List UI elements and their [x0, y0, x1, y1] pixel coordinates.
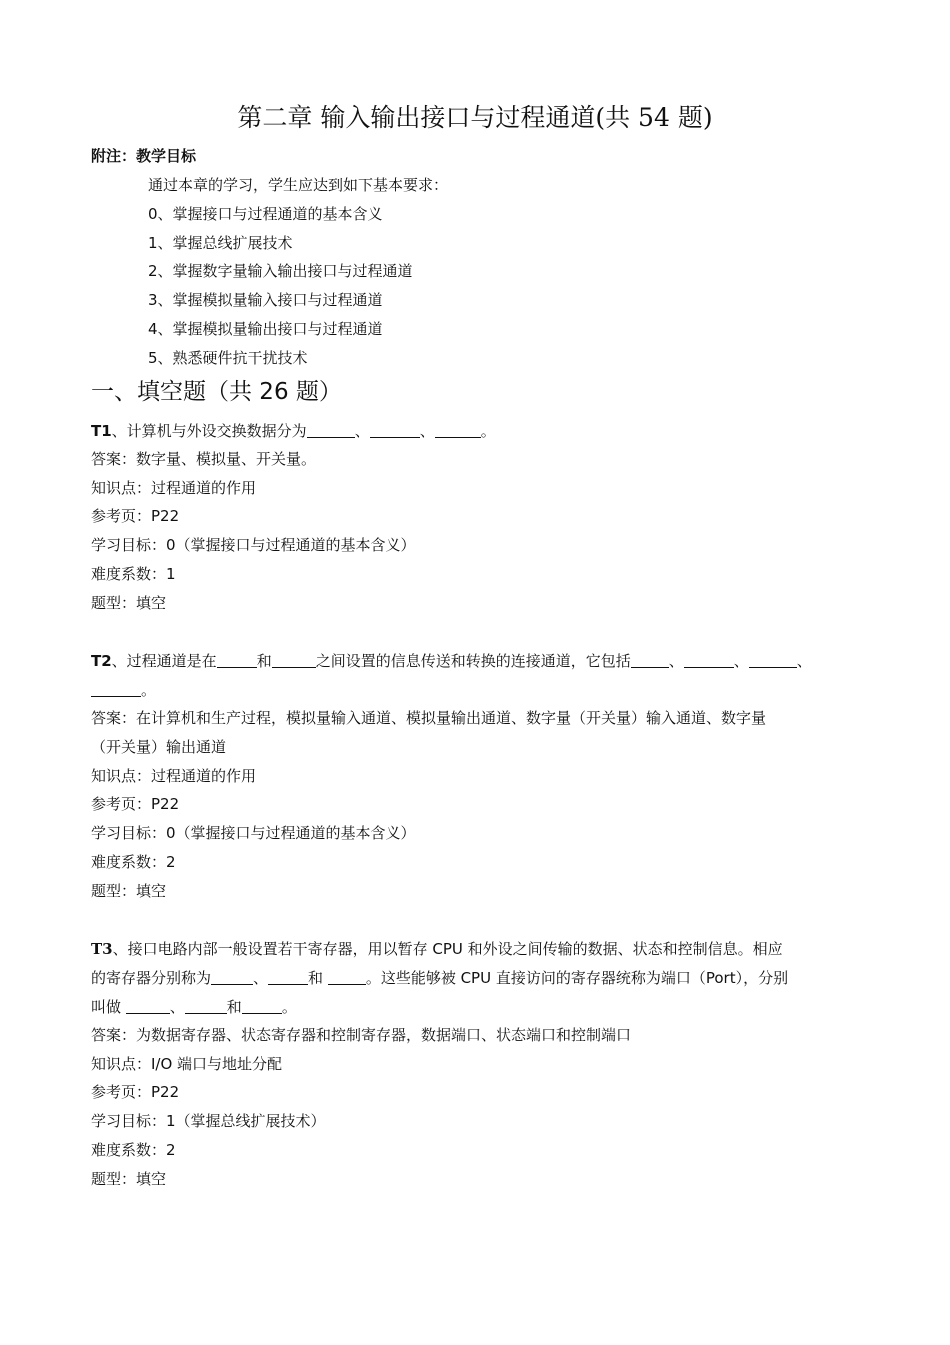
appendix-heading: 附注：教学目标 [91, 147, 197, 165]
question-text: 的寄存器分别称为 [91, 969, 212, 987]
question-t3 [91, 939, 783, 959]
difficulty: 难度系数：2 [91, 853, 176, 871]
question-text: 、 [169, 998, 185, 1016]
answer-blank[interactable] [185, 999, 227, 1014]
answer-blank[interactable] [268, 970, 308, 985]
difficulty: 难度系数：2 [91, 1141, 176, 1159]
learning-goal: 学习目标：0（掌握接口与过程通道的基本含义） [91, 536, 416, 554]
answer-blank[interactable] [211, 970, 253, 985]
question-text: 叫做 [91, 998, 126, 1016]
reference-page: 参考页：P22 [91, 507, 180, 525]
question-text: 和 [308, 969, 328, 987]
answer-blank[interactable] [91, 682, 141, 697]
question-text: 之间设置的信息传送和转换的连接通道，它包括 [315, 652, 631, 670]
question-text: 和 [226, 998, 242, 1016]
question-type: 题型：填空 [91, 594, 167, 612]
answer-blank[interactable] [272, 653, 316, 668]
question-text: 、计算机与外设交换数据分为 [111, 422, 307, 440]
question-number: T1 [91, 422, 112, 440]
goal-item: 1、掌握总线扩展技术 [148, 234, 293, 252]
answer: 答案：为数据寄存器、状态寄存器和控制寄存器，数据端口、状态端口和控制端口 [91, 1026, 632, 1044]
question-t3-line3 [91, 997, 297, 1017]
reference-page: 参考页：P22 [91, 1083, 180, 1101]
question-text: 。 [141, 681, 157, 699]
question-text: 、 [354, 422, 370, 440]
goal-item: 0、掌握接口与过程通道的基本含义 [148, 205, 383, 223]
answer-blank[interactable] [631, 653, 669, 668]
difficulty: 难度系数：1 [91, 565, 176, 583]
question-text: 、过程通道是在 [111, 652, 217, 670]
question-text: 、 [668, 652, 684, 670]
answer-blank[interactable] [370, 423, 420, 438]
chapter-title: 第二章 输入输出接口与过程通道(共 54 题) [237, 103, 713, 132]
question-text: 、 [419, 422, 435, 440]
answer-blank[interactable] [126, 999, 170, 1014]
answer-blank[interactable] [684, 653, 734, 668]
answer: 答案：在计算机和生产过程，模拟量输入通道、模拟量输出通道、数字量（开关量）输入通道、数字量 [91, 709, 767, 727]
question-text: 、 [253, 969, 269, 987]
goal-item: 3、掌握模拟量输入接口与过程通道 [148, 291, 383, 309]
answer: 答案：数字量、模拟量、开关量。 [91, 450, 317, 468]
knowledge-point: 知识点：过程通道的作用 [91, 767, 257, 785]
knowledge-point: 知识点：I/O 端口与地址分配 [91, 1055, 283, 1073]
goal-item: 5、熟悉硬件抗干扰技术 [148, 349, 308, 367]
learning-goal: 学习目标：0（掌握接口与过程通道的基本含义） [91, 824, 416, 842]
appendix-intro: 通过本章的学习，学生应达到如下基本要求： [148, 176, 449, 194]
question-type: 题型：填空 [91, 882, 167, 900]
knowledge-point: 知识点：过程通道的作用 [91, 479, 257, 497]
learning-goal: 学习目标：1（掌握总线扩展技术） [91, 1112, 326, 1130]
goal-item: 2、掌握数字量输入输出接口与过程通道 [148, 262, 413, 280]
answer-continued: （开关量）输出通道 [91, 738, 227, 756]
question-t2-continued [91, 680, 156, 700]
goal-item: 4、掌握模拟量输出接口与过程通道 [148, 320, 383, 338]
question-text: 。这些能够被 CPU 直接访问的寄存器统称为端口（Port），分别 [365, 969, 789, 987]
answer-blank[interactable] [217, 653, 257, 668]
question-text: 、接口电路内部一般设置若干寄存器，用以暂存 CPU 和外设之间传输的数据、状态和控制信息。相应 [112, 940, 783, 958]
question-t3-line2 [91, 968, 788, 988]
question-text: 。 [480, 422, 496, 440]
question-text: 、 [796, 652, 812, 670]
answer-blank[interactable] [307, 423, 355, 438]
question-type: 题型：填空 [91, 1170, 167, 1188]
question-text: 。 [281, 998, 297, 1016]
answer-blank[interactable] [328, 970, 366, 985]
question-number: T2 [91, 652, 112, 670]
question-t1 [91, 421, 496, 441]
reference-page: 参考页：P22 [91, 795, 180, 813]
answer-blank[interactable] [749, 653, 797, 668]
answer-blank[interactable] [435, 423, 481, 438]
question-text: 、 [733, 652, 749, 670]
question-text: 和 [256, 652, 272, 670]
question-number: T3 [91, 940, 113, 958]
section-title: 一、填空题（共 26 题） [91, 379, 342, 405]
question-t2 [91, 651, 812, 671]
answer-blank[interactable] [242, 999, 282, 1014]
